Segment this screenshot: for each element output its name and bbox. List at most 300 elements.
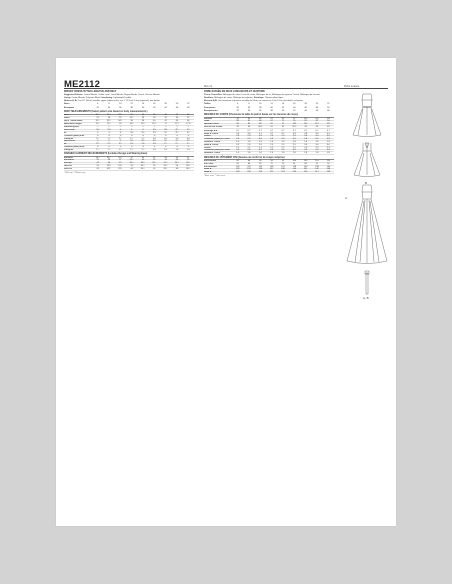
table-cell: 0.6 (315, 138, 319, 141)
table-cell: ⅝ (164, 134, 167, 137)
table-cell: 27 (119, 159, 122, 162)
row-label: Hip 9" below waist (64, 119, 83, 122)
table-cell: 3.0 (315, 143, 319, 146)
table-cell: 2⅜ (152, 143, 156, 146)
table-cell: 16½ (140, 122, 145, 125)
table-cell: 3.8 (292, 132, 296, 135)
table-cell: 17¼ (174, 122, 179, 125)
row-label: Doublure 115cm (204, 152, 221, 155)
row-label: Waist (64, 116, 70, 119)
table-cell: ⅝ (108, 134, 110, 137)
table-cell: 24 (107, 116, 111, 119)
table-cell: 3.0 (315, 135, 319, 138)
table-cell: 119 (326, 160, 330, 163)
table-cell: 46½ (186, 167, 191, 170)
table-cell: 3 (108, 131, 110, 134)
table-cell: 50½ (152, 162, 157, 165)
table-cell: 32½ (95, 119, 100, 122)
table-cell: 53¼ (106, 165, 112, 168)
english-finished-table (64, 157, 194, 171)
table-cell: 40 (247, 125, 251, 128)
row-label: Dress B 45" (64, 140, 76, 143)
row-label: 60" (64, 131, 68, 134)
table-cell: ⅝ (96, 145, 99, 148)
table-cell: 3.9 (326, 132, 330, 135)
size-value: 34 (107, 106, 111, 109)
table-cell: 39 (187, 159, 190, 162)
table-cell: 2.8 (236, 135, 240, 138)
table-cell: 1⅞ (164, 137, 168, 140)
table-cell: 144 (326, 165, 331, 168)
french-finished-table (204, 160, 334, 174)
table-cell: 0.6 (270, 149, 274, 152)
row-label: A,B Waist (64, 159, 74, 162)
row-label: Lining 45" (64, 137, 75, 140)
english-sizes-row: Sizes 6 8 10 12 14 16 18 20 22 (64, 103, 194, 106)
size-value: 46 (315, 110, 319, 113)
table-cell: 3.9 (315, 132, 319, 135)
size-value: 40 (281, 110, 285, 113)
table-cell: 2.9 (281, 143, 285, 146)
table-cell: 66 (247, 162, 251, 165)
table-cell: 109 (303, 160, 308, 163)
table-cell: 3⅛ (141, 140, 145, 143)
size-value: 6 (237, 103, 239, 106)
table-cell: 1.6 (236, 140, 240, 143)
table-cell: 43¼ (106, 167, 112, 170)
table-cell: 90 (259, 160, 262, 163)
table-cell: 54½ (174, 162, 179, 165)
table-cell: 1.8 (304, 140, 308, 143)
row-label: Dress A (64, 165, 72, 168)
table-cell: 78 (236, 117, 239, 120)
size-value: 48 (187, 106, 190, 109)
size-value: 48 (327, 110, 330, 113)
table-cell: 32½ (118, 114, 123, 117)
table-cell: 3⅛ (130, 131, 134, 134)
row-label: Entoilage A,B (204, 129, 218, 132)
table-cell: 2.3 (326, 146, 330, 149)
table-cell: 45 (119, 162, 122, 165)
size-value: 40 (141, 106, 145, 109)
english-fabrics: Suggested Fabrics: Cotton Blends, Cotton Lawn, Linen Blends, Rayon Blends, Tencel, Viscose Blends. (64, 93, 161, 96)
table-cell: 92 (281, 117, 285, 120)
row-label: A,B Bust (64, 156, 73, 159)
table-cell: 53 (96, 165, 99, 168)
size-value: 34 (247, 110, 251, 113)
table-cell: 1¾ (118, 137, 122, 140)
table-cell: 0.7 (281, 129, 285, 132)
table-cell: 39 (236, 125, 239, 128)
table-cell: 4¼ (186, 129, 190, 132)
table-row (64, 149, 194, 152)
table-cell: 76 (281, 162, 285, 165)
table-cell: 110 (247, 171, 251, 174)
table-cell: 1¾ (118, 148, 122, 151)
table-cell: 36 (175, 159, 179, 162)
size-value: 32 (236, 110, 239, 113)
french-sizes-row: Tailles 6 8 10 12 14 16 18 20 22 (204, 103, 334, 106)
table-cell: 0.6 (292, 149, 296, 152)
table-cell: ¾ (119, 126, 122, 129)
table-cell: 0.7 (304, 129, 308, 132)
table-cell: 91 (315, 162, 319, 165)
table-cell: 142 (315, 168, 319, 171)
table-cell: 2.2 (292, 146, 296, 149)
size-value: 14 (281, 103, 285, 106)
table-cell: 43 (96, 162, 99, 165)
table-cell: 28½ (129, 159, 134, 162)
table-cell: 16¾ (152, 122, 157, 125)
size-value: 36 (247, 106, 251, 109)
table-cell: 144 (326, 168, 331, 171)
table-cell: 45½ (163, 167, 168, 170)
table-cell: 97 (293, 117, 296, 120)
row-label: Dos de cou à taille (204, 125, 223, 128)
size-value: 18 (164, 103, 167, 106)
table-cell: ¾ (130, 126, 133, 129)
french-french-row: Françaises 34 36 38 40 42 44 46 48 50 (204, 107, 334, 110)
table-cell: 67 (270, 120, 273, 123)
table-cell: 83 (236, 123, 239, 126)
table-cell: 88 (247, 160, 251, 163)
table-cell: 3 (97, 131, 99, 134)
table-cell: 87 (270, 117, 273, 120)
row-label: Dress A 45" (64, 129, 76, 132)
dress-a-back-drawing (354, 143, 380, 177)
table-cell: 1¾ (130, 137, 134, 140)
table-cell: 47 (187, 156, 190, 159)
table-cell: 113 (281, 171, 285, 174)
table-cell: 94 (327, 120, 330, 123)
table-cell: 1.6 (281, 140, 285, 143)
table-cell: 2.9 (292, 143, 296, 146)
table-cell: 1⅞ (186, 137, 190, 140)
table-cell: 43 (304, 125, 307, 128)
table-cell: 135 (235, 168, 240, 171)
table-cell: 34½ (106, 156, 112, 159)
table-cell: 30 (141, 159, 145, 162)
table-cell: 3.0 (304, 143, 308, 146)
table-cell: ⅝ (153, 145, 156, 148)
table-cell: 25 (119, 116, 122, 119)
size-value: 48 (315, 106, 319, 109)
table-cell: 4 (119, 129, 121, 132)
row-label: Contraste (Sash) A 115cm (204, 138, 230, 141)
table-cell: 118 (326, 171, 330, 174)
table-cell: 42 (175, 114, 179, 117)
size-value: 44 (293, 106, 296, 109)
french-lining: Doublure: Mélanges de coton, Mélange de polyester. Entoilage: Thermocollant léger. (204, 96, 284, 99)
table-cell: 87 (315, 120, 319, 123)
table-cell: 23 (96, 116, 99, 119)
table-cell: 4¼ (175, 129, 179, 132)
table-cell: 0.6 (247, 138, 251, 141)
table-cell: 37 (130, 156, 133, 159)
table-cell: 1¾ (141, 148, 145, 151)
table-cell: 0.7 (247, 129, 251, 132)
size-value: 34 (236, 106, 239, 109)
table-cell: 109 (235, 171, 240, 174)
table-cell: 34 (175, 116, 179, 119)
french-footnote: * Avec sens ** Sans sens (204, 175, 226, 178)
table-cell: 102 (292, 123, 297, 126)
french-title: ROBE ÉVASÉE EN DEUX LONGUEURS ET CEINTURE (204, 90, 265, 93)
row-label: Robe B (204, 171, 212, 174)
table-cell: 64 (259, 120, 262, 123)
table-cell: 30 (153, 116, 156, 119)
table-cell: 107 (315, 117, 319, 120)
size-value: 16 (153, 103, 156, 106)
table-cell: 26½ (129, 116, 134, 119)
table-cell: 26 (107, 159, 111, 162)
table-cell: 3 (119, 140, 121, 143)
table-cell: 94 (270, 160, 273, 163)
english-column (64, 91, 194, 175)
english-body-table (64, 115, 194, 126)
brand-note: Robe évasée (344, 85, 360, 88)
table-cell: 3.7 (270, 132, 274, 135)
table-cell: 30½ (95, 114, 100, 117)
table-cell: 2.8 (258, 143, 262, 146)
table-cell: 2¼ (96, 143, 100, 146)
table-cell: 0.7 (236, 129, 240, 132)
table-cell: 42 (164, 119, 167, 122)
size-value: 38 (259, 106, 262, 109)
table-cell: 36 (130, 119, 133, 122)
table-cell: 109 (235, 165, 240, 168)
row-label: 150cm (204, 135, 211, 138)
table-cell: 61 (247, 120, 251, 123)
row-label: Poitrine (204, 117, 212, 120)
table-cell: 2½ (186, 143, 190, 146)
table-cell: 1⅞ (152, 148, 156, 151)
table-cell: 1.8 (315, 152, 319, 155)
table-cell: 110 (258, 171, 262, 174)
english-notions: Notions A, B: One 22" (56cm) invisible zipper (adjust to fit), one 1" (2.5cm) D-ring (optional), one button. (64, 99, 161, 102)
table-cell: 72 (270, 162, 273, 165)
row-label: A,B Hanches (204, 165, 217, 168)
table-cell: 128 (292, 165, 297, 168)
table-cell: 0.6 (304, 138, 308, 141)
table-cell: 80 (247, 117, 251, 120)
table-cell: ⅝ (130, 145, 133, 148)
table-cell: ¾ (164, 126, 167, 129)
table-cell: 46½ (129, 162, 134, 165)
table-row (204, 152, 334, 155)
table-cell: 92 (270, 123, 273, 126)
table-cell: 3.0 (326, 143, 330, 146)
label-a-b: A, B (363, 296, 369, 300)
table-cell: 32 (164, 116, 167, 119)
french-notions: Mercerie A,B: Une fermeture à glissière invisible de 56cm, un anneau en D de 2.5cm (facultatif), un bouton. (204, 99, 304, 102)
size-value: 50 (327, 106, 330, 109)
table-cell: 3¼ (186, 131, 190, 134)
table-cell: 69 (259, 162, 262, 165)
table-cell: 81 (304, 120, 307, 123)
table-cell: 4⅛ (152, 129, 156, 132)
size-value: 44 (164, 106, 167, 109)
table-cell: 1.8 (326, 140, 330, 143)
table-cell: 114 (258, 165, 262, 168)
english-european-row: European 32 34 36 38 40 42 44 46 48 (64, 107, 194, 110)
table-cell: 3⅞ (96, 129, 100, 132)
french-european-row: Européennes 32 34 36 38 40 42 44 46 48 (204, 110, 334, 113)
table-cell: 1⅞ (152, 137, 156, 140)
row-label: Doublure 115cm (204, 140, 221, 143)
table-cell: 15¾ (106, 122, 112, 125)
table-cell: 2⅜ (130, 143, 134, 146)
table-cell: 1.8 (304, 152, 308, 155)
size-value: 36 (119, 106, 122, 109)
row-label: Lining 45" (64, 148, 75, 151)
table-cell: 43½ (118, 167, 123, 170)
table-cell: 112 (269, 171, 274, 174)
size-value: 16 (293, 103, 296, 106)
table-cell: ¾ (176, 126, 178, 129)
table-cell: 38 (141, 119, 145, 122)
table-cell: 1.6 (258, 140, 262, 143)
table-cell: 133 (303, 165, 308, 168)
table-cell: 99 (281, 160, 285, 163)
table-cell: 0.6 (281, 138, 285, 141)
table-cell: 55½ (163, 165, 168, 168)
table-cell: 53½ (118, 165, 123, 168)
table-cell: 2.2 (270, 146, 274, 149)
table-cell: 1⅞ (175, 137, 179, 140)
table-cell: 28 (141, 116, 145, 119)
table-cell: 16¼ (129, 122, 134, 125)
table-cell: 3⅛ (152, 140, 156, 143)
table-cell: 46 (187, 119, 190, 122)
table-cell: 85 (236, 160, 239, 163)
table-cell: 40.5 (258, 125, 263, 128)
table-cell: ⅝ (176, 145, 178, 148)
table-cell: ¾ (96, 126, 99, 129)
table-cell: 88 (259, 123, 262, 126)
table-cell: 0.7 (326, 129, 330, 132)
table-cell: 45 (153, 167, 156, 170)
table-cell: 0.6 (236, 138, 240, 141)
table-cell: 3.6 (236, 132, 240, 135)
table-cell: 0.7 (292, 129, 296, 132)
table-cell: 2.9 (270, 143, 274, 146)
row-label: Robe B 115cm (204, 143, 219, 146)
size-value: 12 (130, 103, 133, 106)
table-cell: 3.7 (258, 132, 262, 135)
table-cell: 15½ (95, 122, 100, 125)
row-label: Contrast (Sash) B 45" (64, 145, 86, 148)
table-cell: 37 (187, 116, 190, 119)
size-value: 6 (97, 103, 99, 106)
row-label: 60" (64, 143, 68, 146)
size-value: 12 (270, 103, 273, 106)
table-cell: 2.3 (315, 146, 319, 149)
table-cell: 3.0 (304, 135, 308, 138)
table-row (64, 123, 194, 126)
size-value: 22 (327, 103, 330, 106)
table-cell: ⅝ (96, 134, 99, 137)
table-cell: 48½ (140, 162, 145, 165)
english-body-title: BODY MEASUREMENTS (Select pattern size based on body measurements.) (64, 111, 194, 115)
table-cell: 1⅞ (186, 148, 190, 151)
size-value: 38 (130, 106, 133, 109)
table-cell: 71 (281, 120, 285, 123)
table-cell: ¾ (187, 126, 190, 129)
table-cell: 39 (141, 156, 145, 159)
table-cell: 3¼ (186, 140, 190, 143)
table-cell: 3⅛ (141, 131, 145, 134)
table-cell: 2.1 (236, 146, 240, 149)
table-cell: 99 (327, 162, 330, 165)
table-cell: 117 (315, 171, 319, 174)
brand-left: Mimi G (204, 85, 213, 88)
table-cell: 40 (164, 114, 167, 117)
table-cell: 1¾ (96, 137, 100, 140)
table-cell: 81 (293, 162, 296, 165)
english-finished-title: FINISHED GARMENT MEASUREMENTS (Includes Design and Wearing Ease) (64, 153, 194, 157)
size-value: 10 (259, 103, 262, 106)
table-cell: 2.1 (258, 146, 262, 149)
table-cell: 54½ (140, 165, 145, 168)
table-cell: 123 (281, 165, 285, 168)
table-cell: 34 (164, 159, 167, 162)
size-value: 10 (119, 103, 122, 106)
table-cell: 0.7 (258, 129, 262, 132)
table-cell: 83 (259, 117, 262, 120)
table-cell: 2.1 (247, 146, 251, 149)
table-cell: 55 (153, 165, 156, 168)
size-value: 14 (141, 103, 145, 106)
table-cell: 3⅞ (107, 129, 111, 132)
table-cell: 2.2 (281, 146, 285, 149)
table-cell: 1.6 (270, 140, 274, 143)
table-cell: 56½ (186, 165, 191, 168)
table-cell: 2.9 (281, 135, 285, 138)
table-cell: 34 (130, 114, 133, 117)
table-cell: 1.6 (247, 152, 251, 155)
table-cell: 0.7 (315, 129, 319, 132)
table-cell: 3.6 (247, 132, 251, 135)
table-cell: 112 (247, 165, 251, 168)
table-cell: 1⅞ (164, 148, 168, 151)
table-row (204, 126, 334, 129)
table-cell: 1¾ (141, 137, 145, 140)
table-cell: 25 (96, 159, 99, 162)
row-label: A,B Poitrine (204, 160, 216, 163)
table-cell: ¾ (108, 126, 110, 129)
table-cell: 86 (304, 162, 307, 165)
table-cell: 58 (236, 120, 239, 123)
table-cell: 76 (293, 120, 296, 123)
table-cell: 42.5 (292, 125, 297, 128)
table-cell: 0.6 (258, 138, 262, 141)
row-label: Robe A (204, 168, 212, 171)
english-yardage-table (64, 127, 194, 152)
table-cell: 2.8 (247, 143, 251, 146)
table-row (64, 168, 194, 171)
table-cell: 118 (269, 165, 274, 168)
english-title: MISSES' DRESS IN TWO LENGTHS AND BELT (64, 90, 117, 93)
table-cell: 0.6 (326, 149, 330, 152)
row-label: Interfacing A,B (64, 126, 79, 129)
size-value: 46 (304, 106, 307, 109)
french-column (204, 91, 334, 178)
table-cell: 2.8 (258, 135, 262, 138)
table-cell: 4 (131, 129, 133, 132)
table-cell: 97 (281, 123, 285, 126)
table-cell: 1.8 (292, 140, 296, 143)
